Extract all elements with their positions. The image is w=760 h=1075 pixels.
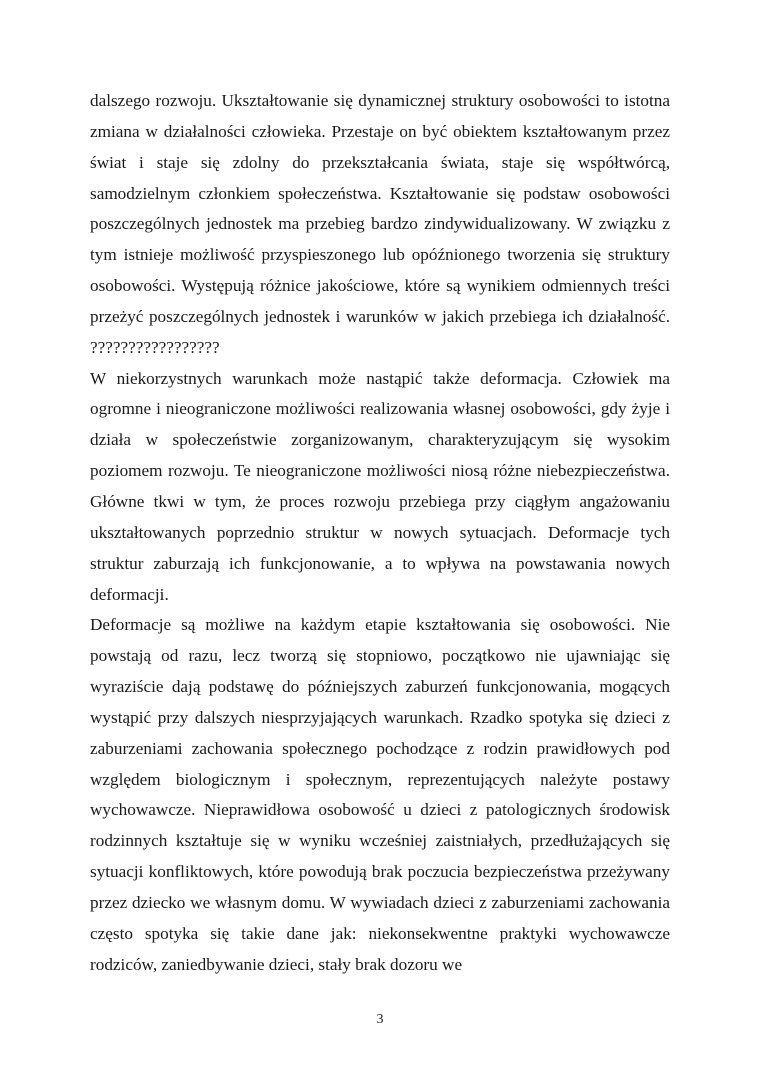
page-number: 3 [376, 1012, 384, 1027]
paragraph-1: dalszego rozwoju. Ukształtowanie się dynamicznej struktury osobowości to istotna zmiana w działalności człowieka. Przestaje on być obiektem kształtowanym przez świat i staje się zdolny do przekształcania świata, staje się współtwórcą, samodzielnym członkiem społeczeństwa. Kształtowanie się podstaw osobowości poszczególnych jednostek ma przebieg bardzo zindywidualizowany. W związku z tym istnieje możliwość przyspieszonego lub opóźnionego tworzenia się struktury osobowości. Występują różnice jakościowe, które są wynikiem odmiennych treści przeżyć poszczególnych jednostek i warunków w jakich przebiega ich działalność. ????????????????? [90, 91, 670, 357]
paragraph-2: W niekorzystnych warunkach może nastąpić także deformacja. Człowiek ma ogromne i nieograniczone możliwości realizowania własnej osobowości, gdy żyje i działa w społeczeństwie zorganizowanym, charakteryzującym się wysokim poziomem rozwoju. Te nieograniczone możliwości niosą różne niebezpieczeństwa. Główne tkwi w tym, że proces rozwoju przebiega przy ciągłym angażowaniu ukształtowanych poprzednio struktur w nowych sytuacjach. Deformacje tych struktur zaburzają ich funkcjonowanie, a to wpływa na powstawania nowych deformacji. [90, 368, 670, 604]
body-text [90, 86, 670, 980]
paragraph-3: Deformacje są możliwe na każdym etapie kształtowania się osobowości. Nie powstają od razu, lecz tworzą się stopniowo, początkowo nie ujawniając się wyraziście dają podstawę do późniejszych zaburzeń funkcjonowania, mogących wystąpić przy dalszych niesprzyjających warunkach. Rzadko spotyka się dzieci z zaburzeniami zachowania społecznego pochodzące z rodzin prawidłowych pod względem biologicznym i społecznym, reprezentujących należyte postawy wychowawcze. Nieprawidłowa osobowość u dzieci z patologicznych środowisk rodzinnych kształtuje się w wyniku wcześniej zaistniałych, przedłużających się sytuacji konfliktowych, które powodują brak poczucia bezpieczeństwa przeżywany przez dziecko we własnym domu. W wywiadach dzieci z zaburzeniami zachowania często spotyka się takie dane jak: niekonsekwentne praktyki wychowawcze rodziców, zaniedbywanie dzieci, stały brak dozoru we [90, 615, 670, 974]
